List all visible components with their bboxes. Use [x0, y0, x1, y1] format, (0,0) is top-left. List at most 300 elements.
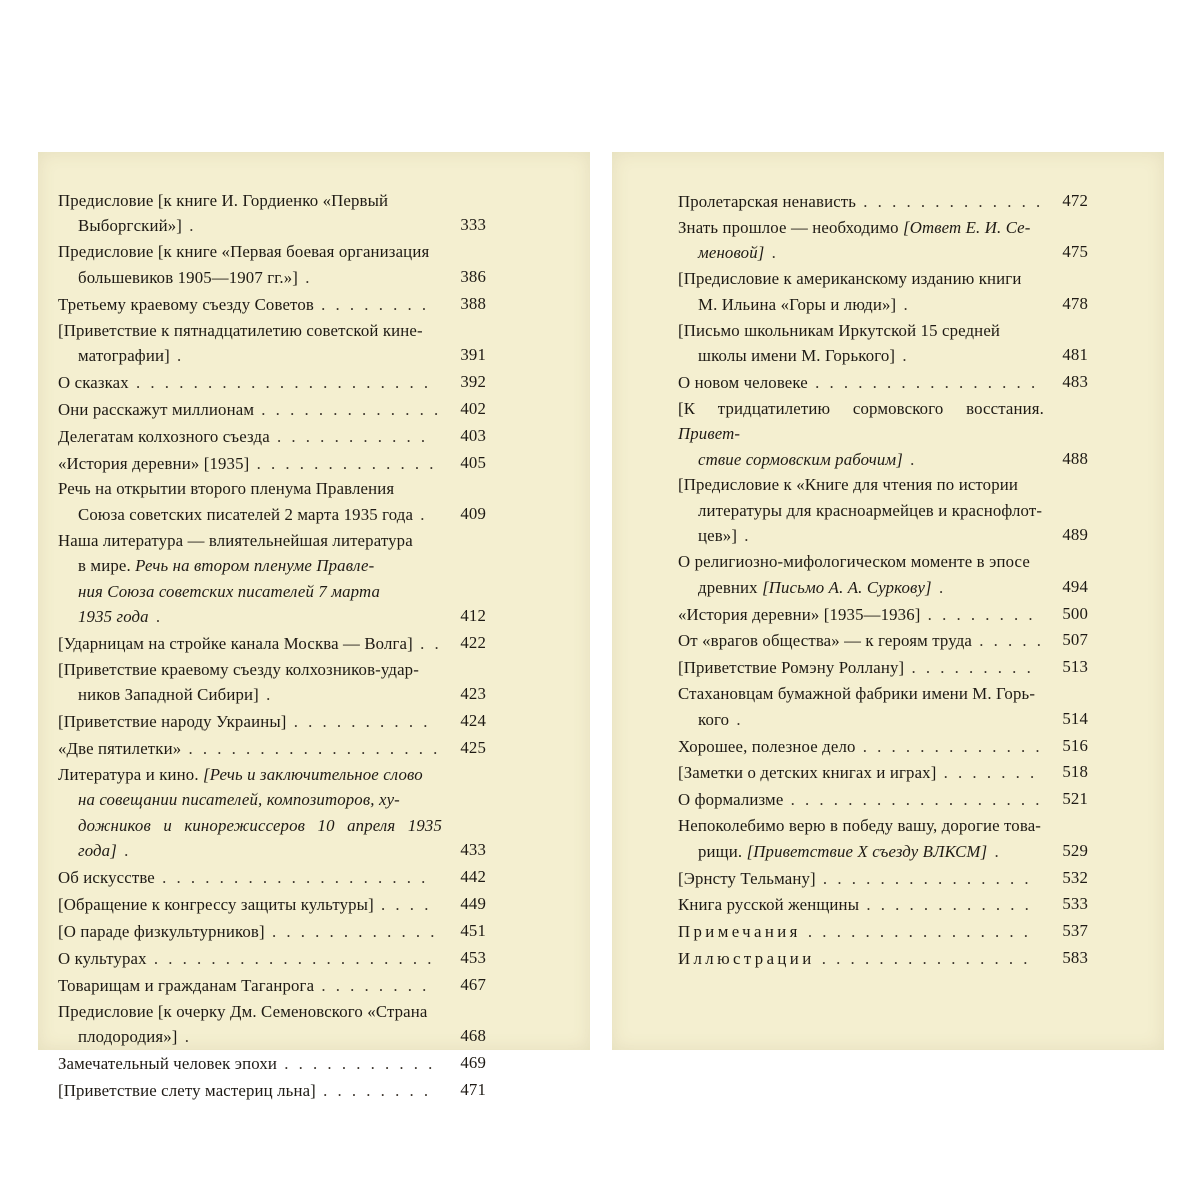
- dot-leader: . .: [412, 633, 442, 653]
- toc-entry: [678, 786, 1088, 812]
- toc-entry-text: [Приветствие Ромэну Роллану]: [678, 658, 905, 678]
- toc-entry-text: плодородия»]: [78, 1027, 178, 1046]
- toc-entry-line: [678, 343, 1044, 368]
- dot-leader: . . . . . . . . . . . . . . .: [815, 868, 1032, 888]
- toc-entry-line: [58, 892, 442, 917]
- toc-entry-line: [678, 707, 1044, 732]
- toc-entry-text: рищи.: [698, 841, 747, 861]
- toc-entry-line: [58, 946, 442, 971]
- toc-entry-line: [678, 946, 1044, 971]
- toc-entry-text: цев»]: [698, 526, 738, 546]
- toc-entry-text: Они расскажут миллионам: [58, 399, 255, 419]
- dot-leader: .: [116, 841, 132, 861]
- dot-leader: . . . . . . . . . . . . . . . . . . . .: [146, 948, 435, 968]
- toc-entry: [678, 472, 1088, 548]
- toc-entry: [678, 813, 1088, 864]
- toc-entry-title: [58, 919, 442, 944]
- toc-entry-title: [58, 424, 442, 449]
- toc-entry-line: [678, 734, 1044, 759]
- toc-page-number: 405: [460, 452, 486, 472]
- toc-entry-text: Литература и кино.: [58, 764, 204, 784]
- dot-leader: . . . . . . . .: [920, 604, 1036, 624]
- toc-entry-title: [58, 709, 442, 734]
- toc-entry-text: Непоколебимо верю в победу вашу, дорогие това-: [678, 816, 1042, 836]
- toc-entry-line: [678, 866, 1044, 891]
- toc-entry-text: Пролетарская ненависть: [678, 192, 857, 211]
- toc-entry-line: [678, 655, 1044, 680]
- toc-entry: [678, 891, 1088, 917]
- toc-entry: [678, 601, 1088, 627]
- toc-page-number: 500: [1062, 603, 1088, 623]
- toc-entry-line: [58, 762, 442, 787]
- toc-entry: [58, 918, 486, 944]
- toc-entry-title: [58, 1078, 442, 1103]
- toc-entry-line: [58, 919, 442, 944]
- dot-leader: .: [177, 1027, 192, 1046]
- toc-entry-text: Примечания: [678, 922, 801, 942]
- toc-entry-text: ников Западной Сибири]: [78, 685, 259, 705]
- toc-entry-title: [58, 528, 442, 630]
- toc-entry-title: [678, 787, 1044, 812]
- toc-entry: [58, 423, 486, 449]
- toc-entry-text: [Заметки о детских книгах и играх]: [678, 763, 937, 783]
- toc-entry: [678, 733, 1088, 759]
- toc-entry: [58, 891, 486, 917]
- toc-entry-title: [58, 188, 442, 239]
- toc-entry-line: [678, 681, 1044, 706]
- toc-entry-text: Союза советских писателей 2 марта 1935 года: [78, 504, 414, 524]
- toc-entry-text: «История деревни» [1935]: [58, 453, 250, 473]
- toc-entry-title: [58, 318, 442, 369]
- toc-page-number: 529: [1062, 840, 1088, 860]
- toc-entry: [678, 865, 1088, 891]
- toc-entry: [58, 735, 486, 761]
- toc-entry-title: [678, 681, 1044, 732]
- toc-entry-text: Хорошее, полезное дело: [678, 736, 856, 756]
- dot-leader: .: [895, 345, 910, 365]
- dot-leader: .: [729, 709, 744, 729]
- toc-page-number: 433: [460, 840, 486, 860]
- toc-page-number: 388: [460, 293, 486, 313]
- toc-entry-line: [58, 265, 442, 290]
- toc-page-number: 475: [1062, 242, 1088, 262]
- toc-entry-italic-text: ствие сормовским рабочим]: [698, 449, 903, 469]
- toc-entry-text: Делегатам колхозного съезда: [58, 426, 270, 446]
- toc-page-number: 409: [460, 503, 486, 523]
- dot-leader: . . . . . . . . . . .: [269, 426, 429, 446]
- toc-entry-line: [678, 189, 1044, 214]
- toc-entry-text: М. Ильина «Горы и люди»]: [698, 294, 897, 314]
- toc-entry-text: Об искусстве: [58, 868, 155, 888]
- dot-leader: . . . . . . . . . . .: [277, 1053, 436, 1073]
- toc-entry-line: [58, 451, 442, 476]
- toc-entry-text: Выборгский»]: [78, 216, 183, 236]
- toc-entry-title: [678, 946, 1044, 971]
- toc-entry-text: древних: [698, 577, 763, 597]
- toc-page-number: 514: [1062, 708, 1088, 728]
- toc-entry: [678, 681, 1088, 732]
- toc-entry-text: О религиозно-мифологическом моменте в эпосе: [678, 552, 1030, 572]
- toc-entry-title: [678, 734, 1044, 759]
- toc-entry-text: От «врагов общества» — к героям труда: [678, 631, 973, 651]
- toc-page-number: 481: [1062, 344, 1088, 364]
- toc-entry-italic-text: Привет-: [678, 424, 741, 444]
- toc-entry-title: [678, 602, 1044, 627]
- toc-entry: [678, 759, 1088, 785]
- toc-entry: [58, 864, 486, 890]
- toc-page-number: 424: [460, 711, 486, 731]
- toc-entry-line: [58, 1078, 442, 1103]
- toc-entry-line: [678, 919, 1044, 944]
- toc-entry-line: [678, 318, 1044, 343]
- toc-entry-italic-text: [Ответ Е. И. Се-: [903, 217, 1031, 237]
- toc-entry-text: [Предисловие к американскому изданию книги: [678, 269, 1022, 289]
- toc-entry: [678, 549, 1088, 600]
- toc-entry-title: [678, 628, 1044, 653]
- toc-entry-line: [678, 240, 1044, 265]
- toc-entry-title: [678, 189, 1044, 214]
- toc-page-number: 423: [460, 684, 486, 704]
- dot-leader: .: [737, 526, 752, 546]
- toc-entry: [58, 369, 486, 395]
- toc-entry-text: Наша литература — влиятельнейшая литература: [58, 530, 413, 550]
- toc-entry-text: Товарищам и гражданам Таганрога: [58, 975, 315, 995]
- toc-entry-line: [58, 1024, 442, 1049]
- toc-page-number: 533: [1062, 894, 1088, 914]
- toc-entry-title: [58, 946, 442, 971]
- toc-entry-text: Замечательный человек эпохи: [58, 1053, 278, 1073]
- toc-page-number: 478: [1062, 293, 1088, 313]
- toc-page-number: 403: [460, 425, 486, 445]
- toc-page-number: 513: [1062, 657, 1088, 677]
- toc-entry-text: Книга русской женщины: [678, 895, 860, 915]
- toc-entry-text: О формализме: [678, 790, 784, 810]
- dot-leader: . . . . . . . . . . . . . . . . . .: [783, 790, 1043, 810]
- toc-entry-text: матографии]: [78, 345, 170, 365]
- toc-entry-line: [58, 787, 442, 812]
- dot-leader: . . . . . . . . .: [904, 658, 1034, 678]
- toc-entry-title: [58, 892, 442, 917]
- toc-entry-line: [678, 447, 1044, 472]
- toc-entry-text: [Приветствие краевому съезду колхозников-удар-: [58, 659, 419, 679]
- toc-entry-text: школы имени М. Горького]: [698, 345, 896, 365]
- dot-leader: . . . . . . . . . . . . .: [856, 192, 1044, 211]
- toc-entry-line: [58, 239, 442, 264]
- toc-entry-line: [58, 502, 442, 527]
- toc-entry-text: [Обращение к конгрессу защиты культуры]: [58, 894, 374, 914]
- toc-page-number: 516: [1062, 735, 1088, 755]
- toc-entry-line: [678, 760, 1044, 785]
- toc-entry: [678, 215, 1088, 266]
- toc-entry-line: [58, 579, 442, 604]
- toc-page-number: 521: [1062, 789, 1088, 809]
- toc-entry-text: Предисловие [к очерку Дм. Семеновского «Страна: [58, 1001, 428, 1021]
- toc-entry: [678, 396, 1088, 472]
- dot-leader: . . . . . . . . . . . .: [859, 895, 1032, 915]
- left-page: [38, 152, 590, 1100]
- toc-entry: [58, 318, 486, 369]
- toc-entry-text: [Приветствие народу Украины]: [58, 712, 287, 732]
- toc-entry-text: [Приветствие к пятнадцатилетию советской кине-: [58, 320, 423, 340]
- right-page: [612, 152, 1164, 1050]
- dot-leader: . . . . . . . .: [313, 294, 430, 314]
- dot-leader: . . . . . . . . . . . . . . . .: [800, 922, 1031, 942]
- toc-entry-title: [58, 999, 442, 1050]
- toc-entry-title: [58, 973, 442, 998]
- toc-entry-title: [678, 266, 1044, 317]
- toc-page-number: 518: [1062, 762, 1088, 782]
- toc-page-number: 489: [1062, 525, 1088, 545]
- toc-entry: [58, 396, 486, 422]
- toc-entry: [58, 1077, 486, 1103]
- toc-entry-italic-text: [Приветствие X съезду ВЛКСМ]: [746, 841, 988, 861]
- toc-entry-text: [Приветствие слету мастериц льна]: [58, 1080, 316, 1100]
- toc-page-number: 507: [1062, 630, 1088, 650]
- dot-leader: .: [896, 294, 911, 314]
- toc-entry-title: [58, 451, 442, 476]
- toc-entry: [678, 188, 1088, 214]
- toc-page-number: 451: [460, 920, 486, 940]
- toc-entry: [58, 762, 486, 864]
- dot-leader: . . . . . . . . . . . . . . .: [814, 949, 1031, 969]
- toc-entry-text: Знать прошлое — необходимо: [678, 217, 904, 237]
- dot-leader: .: [182, 216, 197, 236]
- toc-entry-italic-text: Речь на втором пленуме Правле-: [135, 556, 375, 576]
- toc-entry-line: [678, 396, 1044, 447]
- toc-entry-title: [678, 919, 1044, 944]
- toc-entry-line: [58, 528, 442, 553]
- toc-entry: [678, 627, 1088, 653]
- toc-entry-line: [58, 973, 442, 998]
- dot-leader: .: [931, 577, 947, 597]
- toc-entry-line: [58, 999, 442, 1024]
- toc-entry-title: [678, 215, 1044, 266]
- dot-leader: .: [987, 841, 1002, 861]
- toc-entry-line: [678, 602, 1044, 627]
- toc-entry: [678, 654, 1088, 680]
- toc-entry: [58, 972, 486, 998]
- dot-leader: . . . . . . . .: [315, 1080, 432, 1100]
- toc-entry: [58, 999, 486, 1050]
- toc-entry-text: литературы для красноармейцев и краснофлот-: [698, 500, 1043, 520]
- toc-entry: [58, 630, 486, 656]
- toc-entry-line: [678, 575, 1044, 600]
- toc-entry-text: Третьему краевому съезду Советов: [58, 294, 314, 314]
- toc-entry-text: большевиков 1905—1907 гг.»]: [78, 267, 299, 287]
- toc-entry-title: [678, 866, 1044, 891]
- toc-entry-text: [Предисловие к «Книге для чтения по истории: [678, 475, 1019, 495]
- toc-entry-title: [678, 472, 1044, 548]
- dot-leader: .: [298, 267, 313, 287]
- toc-entry-line: [58, 397, 442, 422]
- toc-entry-text: «Две пятилетки»: [58, 739, 182, 759]
- toc-entry-text: [К тридцатилетию сормовского восстания.: [678, 398, 1044, 418]
- toc-entry: [678, 918, 1088, 944]
- toc-page-number: 469: [460, 1052, 486, 1072]
- toc-entry: [58, 450, 486, 476]
- toc-entry-text: О культурах: [58, 948, 147, 968]
- toc-entry-title: [58, 1051, 442, 1076]
- toc-entry-line: [58, 709, 442, 734]
- toc-entry-line: [58, 682, 442, 707]
- dot-leader: .: [258, 685, 274, 705]
- toc-entry-title: [58, 397, 442, 422]
- toc-entry-italic-text: 1935 года: [78, 607, 149, 626]
- toc-page-number: 422: [460, 632, 486, 652]
- dot-leader: .: [413, 504, 428, 524]
- toc-entry-text: [Письмо школьникам Иркутской 15 средней: [678, 320, 1001, 340]
- toc-page-number: 488: [1062, 448, 1088, 468]
- toc-page-number: 468: [460, 1026, 486, 1045]
- toc-page-number: 472: [1062, 191, 1088, 210]
- dot-leader: .: [148, 607, 164, 626]
- dot-leader: . . . . . . . . . . . . . . . . . . .: [154, 868, 429, 888]
- toc-entry-line: [678, 787, 1044, 812]
- toc-entry-title: [58, 239, 442, 290]
- toc-page-number: 449: [460, 893, 486, 913]
- toc-entry-line: [678, 472, 1044, 497]
- toc-entry-line: [58, 343, 442, 368]
- toc-entry-line: [58, 213, 442, 238]
- toc-entry-title: [58, 476, 442, 527]
- toc-entry-text: О сказках: [58, 372, 129, 392]
- toc-entry-text: Иллюстрации: [678, 949, 815, 969]
- dot-leader: . . . . . . .: [936, 763, 1038, 783]
- toc-entry-line: [678, 370, 1044, 395]
- dot-leader: .: [169, 345, 185, 365]
- toc-entry-text: в мире.: [78, 556, 136, 576]
- toc-entry-line: [678, 266, 1044, 291]
- toc-entry: [58, 945, 486, 971]
- toc-entry-italic-text: [Речь и заключительное слово: [203, 764, 423, 784]
- toc-entry-line: [678, 892, 1044, 917]
- toc-entry-text: Предисловие [к книге «Первая боевая организация: [58, 242, 430, 262]
- toc-page-number: 471: [460, 1079, 486, 1099]
- toc-entry: [58, 528, 486, 630]
- dot-leader: . . . . .: [972, 631, 1044, 651]
- dot-leader: . . . . . . . . . . . .: [264, 921, 438, 941]
- toc-entry: [678, 266, 1088, 317]
- toc-page-number: 494: [1062, 576, 1088, 596]
- toc-entry-line: [678, 628, 1044, 653]
- toc-page-number: 442: [460, 867, 486, 887]
- dot-leader: .: [764, 243, 779, 263]
- toc-entry-title: [678, 892, 1044, 917]
- toc-page-number: 391: [460, 344, 486, 364]
- toc-entry-line: [58, 657, 442, 682]
- toc-entry-title: [678, 760, 1044, 785]
- toc-entry: [58, 657, 486, 708]
- toc-page-number: 583: [1062, 948, 1088, 968]
- toc-entry-title: [58, 370, 442, 395]
- toc-entry-line: [58, 476, 442, 501]
- toc-entry-title: [678, 813, 1044, 864]
- toc-entry-line: [678, 839, 1044, 864]
- toc-page-number: 532: [1062, 867, 1088, 887]
- toc-entry-line: [678, 523, 1044, 548]
- toc-page-number: 412: [460, 606, 486, 625]
- toc-entry-line: [58, 865, 442, 890]
- toc-entry: [678, 945, 1088, 971]
- dot-leader: . . . . . . . . . . . . .: [254, 399, 442, 419]
- toc-entry: [58, 239, 486, 290]
- toc-entry-italic-text: дожников и кинорежиссеров 10 апреля 1935 года]: [78, 815, 442, 861]
- toc-entry-line: [58, 631, 442, 656]
- toc-entry: [58, 188, 486, 239]
- toc-entry-italic-text: [Письмо А. А. Суркову]: [762, 577, 932, 597]
- toc-entry-line: [58, 1051, 442, 1076]
- toc-entry-title: [58, 762, 442, 864]
- toc-entry: [678, 318, 1088, 369]
- toc-entry-text: Предисловие [к книге И. Гордиенко «Первый: [58, 191, 389, 210]
- toc-page-number: 386: [460, 266, 486, 286]
- toc-entry: [678, 369, 1088, 395]
- toc-entry: [58, 291, 486, 317]
- dot-leader: . . . . . . . . . . . . . . . . . .: [181, 739, 441, 759]
- toc-page-number: 467: [460, 974, 486, 994]
- toc-entry-text: [Эрнсту Тельману]: [678, 868, 816, 888]
- toc-entry-title: [678, 655, 1044, 680]
- toc-entry-title: [678, 549, 1044, 600]
- toc-entry-line: [678, 292, 1044, 317]
- toc-entry-italic-text: на совещании писателей, композиторов, ху-: [78, 790, 400, 810]
- toc-entry-title: [58, 657, 442, 708]
- toc-entry-line: [58, 188, 442, 213]
- toc-left-column: [58, 188, 486, 1104]
- toc-entry-line: [58, 553, 442, 578]
- toc-entry-line: [58, 292, 442, 317]
- toc-entry-text: Речь на открытии второго пленума Правления: [58, 479, 395, 499]
- dot-leader: . . . .: [373, 894, 432, 914]
- toc-right-column: [678, 188, 1088, 972]
- toc-entry-line: [678, 549, 1044, 574]
- dot-leader: . . . . . . . . . . . . .: [855, 736, 1043, 756]
- toc-entry-line: [678, 215, 1044, 240]
- dot-leader: .: [902, 449, 918, 469]
- toc-entry-line: [58, 370, 442, 395]
- toc-entry-line: [58, 736, 442, 761]
- toc-entry-line: [678, 498, 1044, 523]
- dot-leader: . . . . . . . . . . . . . . . .: [807, 372, 1039, 392]
- dot-leader: . . . . . . . . . .: [286, 712, 431, 732]
- toc-entry-line: [678, 813, 1044, 838]
- toc-entry-title: [58, 292, 442, 317]
- toc-entry-title: [678, 396, 1044, 472]
- toc-entry-line: [58, 604, 442, 629]
- toc-entry-line: [58, 318, 442, 343]
- toc-entry-italic-text: меновой]: [698, 243, 765, 263]
- dot-leader: . . . . . . . . . . . . . . . . . . . . .: [128, 372, 432, 392]
- toc-entry-title: [58, 631, 442, 656]
- toc-entry-text: Стахановцам бумажной фабрики имени М. Горь-: [678, 684, 1036, 704]
- toc-entry-title: [58, 736, 442, 761]
- dot-leader: . . . . . . . .: [314, 975, 430, 995]
- toc-entry: [58, 708, 486, 734]
- toc-entry: [58, 476, 486, 527]
- toc-page-number: 425: [460, 738, 486, 758]
- toc-entry-title: [678, 318, 1044, 369]
- toc-entry-text: «История деревни» [1935—1936]: [678, 604, 921, 624]
- toc-page-number: 453: [460, 947, 486, 967]
- toc-entry: [58, 1050, 486, 1076]
- toc-page-number: 333: [460, 215, 486, 235]
- toc-entry-italic-text: ния Союза советских писателей 7 марта: [78, 581, 380, 601]
- toc-page-number: 392: [460, 371, 486, 391]
- dot-leader: . . . . . . . . . . . . .: [249, 453, 437, 473]
- toc-entry-line: [58, 813, 442, 864]
- toc-entry-text: кого: [698, 709, 730, 729]
- toc-page-number: 402: [460, 398, 486, 418]
